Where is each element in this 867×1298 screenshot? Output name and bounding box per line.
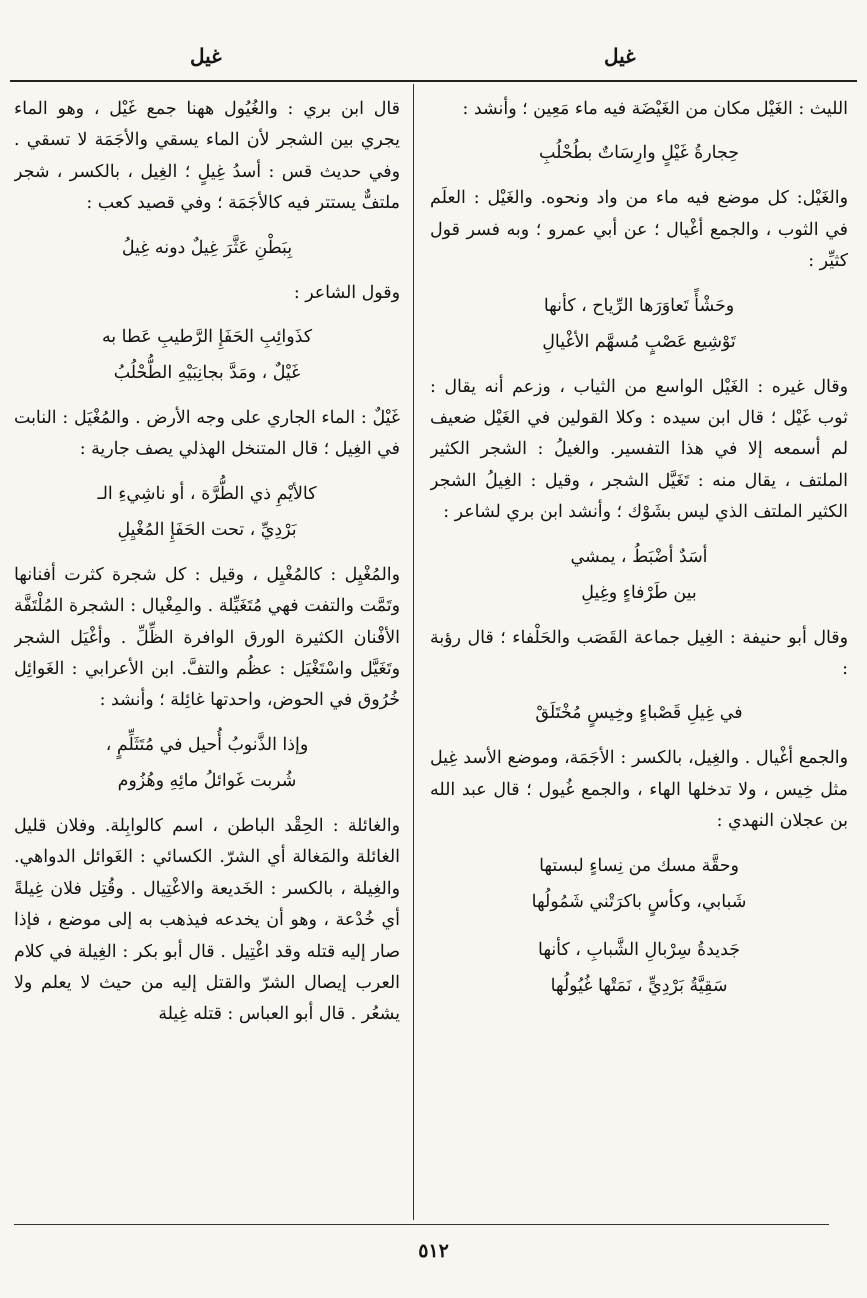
verse (430, 539, 848, 611)
verse (14, 230, 400, 266)
paragraph: قال ابن بري : والغُيُول ههنا جمع غَيْل ، وهو الماء يجري بين الشجر لأن الماء يسقي والأجَمَة لا تسقي . وفي حديث قس : أسدُ غِيلٍ ؛ الغِيل ، بالكسر ، شجر ملتفٌّ يستتر فيه كالأجَمَة ؛ وفي قصيد كعب : (14, 99, 400, 214)
verse-line: وحَشْأً تَعاوَرَها الرِّياح ، كأنها (543, 295, 735, 316)
paragraph: والمُغْيِل : كالمُغْيِل ، وقيل : كل شجرة كثرت أفنانها وتَمَّت والتفت فهي مُتَغَيِّلة . والمِغْيال : الشجرة المُلْتَفَّة الأفْنان الكثيرة الورق الوافرة الظِّلِّ . وأغْيَل الشجر وتَغَيَّل واسْتَغْيَل : عظُم والتفَّ. ابن الأعرابي : الغَوائِل خُرُوق في الحوض، واحدتها غائِلة ؛ وأنشد : (14, 564, 400, 711)
verse-line: غَيْلٌ ، ومَدَّ بجانِبَيْهِ الطُّحْلُبُ (113, 363, 301, 384)
verse-line: شَبابي، وكأسٍ باكرَتْني شَمُولُها (531, 891, 747, 912)
verse-line: كالأيْمِ ذي الطُّرَّة ، أو ناشِيءِ الـ (97, 483, 317, 504)
verse (430, 288, 848, 360)
paragraph: والغائلة : الحِقْد الباطن ، اسم كالوابِلة. وفلان قليل الغائلة والمَغالة أي الشرّ. الكسائي : الغَوائل الدواهي. والغِيلة ، بالكسر : الخَديعة والاغْتِيال . وقُتِل فلان غِيلةً أي خُدْعة ، وهو أن يخدعه فيذهب به إلى موضع ، فإذا صار إليه قتله وقد اغْتِيل . قال أبو بكر : الغِيلة في كلام العرب إيصال الشرّ والقتل إليه من حيث لا يعلم ولا يشعُر . قال أبو العباس : قتله غِيلة (14, 815, 400, 1025)
right-column (430, 94, 848, 1218)
verse-line: كذَوائِبِ الحَفَإِ الرَّطيبِ عَطا به (101, 327, 313, 348)
verse (14, 476, 400, 548)
paragraph: وقال أبو حنيفة : الغِيل جماعة القَصَب والحَلْفاء ؛ قال رؤبة : (430, 627, 848, 680)
verse-line: وحقَّة مسك من نِساءٍ لبستها (539, 855, 739, 876)
paragraph: والغَيْل: كل موضع فيه ماء من واد ونحوه. والغَيْل : العلَم في الثوب ، والجمع أغْيال ؛ عن أبي عمرو ؛ وبه فسر قول كثيِّر : (430, 188, 848, 272)
header-rule (10, 80, 857, 82)
verse-line: شُربت غَوائلُ مائِهِ وهُزُوم (117, 770, 297, 791)
verse-line: بِبَطْنِ عَثَّرَ غِيلٌ دونه غِيلُ (121, 237, 293, 258)
running-head-left: غيل (190, 44, 222, 68)
verse-line: وإذا الذَّنوبُ أُحيل في مُتَثَلِّمٍ ، (105, 734, 309, 755)
verse-line: تَوْشِيع عَصْبٍ مُسهَّم الأغْيالِ (542, 331, 736, 352)
footer-rule (14, 1224, 829, 1225)
verse-line: سَقِيَّةُ بَرْدِيٍّ ، نَمَتْها غُيُولُها (550, 975, 728, 996)
verse (14, 727, 400, 799)
verse (430, 135, 848, 171)
verse (14, 319, 400, 391)
column-divider (413, 84, 414, 1220)
verse-line: جَديدةُ سِرْبالِ الشَّبابِ ، كأنها (538, 939, 740, 960)
verse (430, 932, 848, 1004)
paragraph: وقال غيره : الغَيْل الواسع من الثياب ، وزعم أنه يقال : ثوب غَيْل ؛ قال ابن سيده : وكلا القولين في الغَيْل ضعيف لم أسمعه إلا في هذا التفسير. والغيلُ : الشجر الكثير الملتف ، يقال منه : تَغَيَّل الشجر ، وقيل : الغِيلُ الشجر الكثير الملتف الذي ليس بشَوْك ؛ وأنشد ابن بري لشاعر : (430, 376, 848, 523)
verse-line: أسَدٌ أضْبَطُ ، يمشي (570, 546, 708, 567)
left-column (14, 94, 400, 1218)
verse-line: بَرْدِيِّ ، تحت الحَفَإِ المُغْيِلِ (117, 519, 297, 540)
verse (430, 848, 848, 920)
verse-line: في غِيلِ قَصْباءٍ وخِيسٍ مُخْتَلَقْ (535, 703, 743, 724)
paragraph: والجمع أغْيال . والغِيل، بالكسر : الأجَمَة، وموضع الأسد غِيل مثل خِيس ، ولا تدخلها الهاء ، والجمع غُيول ؛ قال عبد الله بن عجلان النهدي : (430, 748, 848, 832)
verse-line: بين طَرْفاءٍ وغِيلِ (581, 582, 697, 603)
paragraph: الليث : الغَيْل مكان من الغَيْضَة فيه ماء مَعِين ؛ وأنشد : (462, 99, 848, 119)
page-number: ٥١٢ (418, 1240, 449, 1262)
paragraph: وقول الشاعر : (293, 282, 400, 303)
verse (430, 695, 848, 731)
running-head-right: غيل (604, 44, 636, 68)
paragraph: غَيْلٌ : الماء الجاري على وجه الأرض . والمُغْيَل : النابت في الغِيل ؛ قال المتنخل الهذلي يصف جارية : (14, 408, 400, 460)
verse-line: حِجارةُ غَيْلٍ وارِسَاتٌ بطُحْلُبِ (539, 143, 739, 164)
